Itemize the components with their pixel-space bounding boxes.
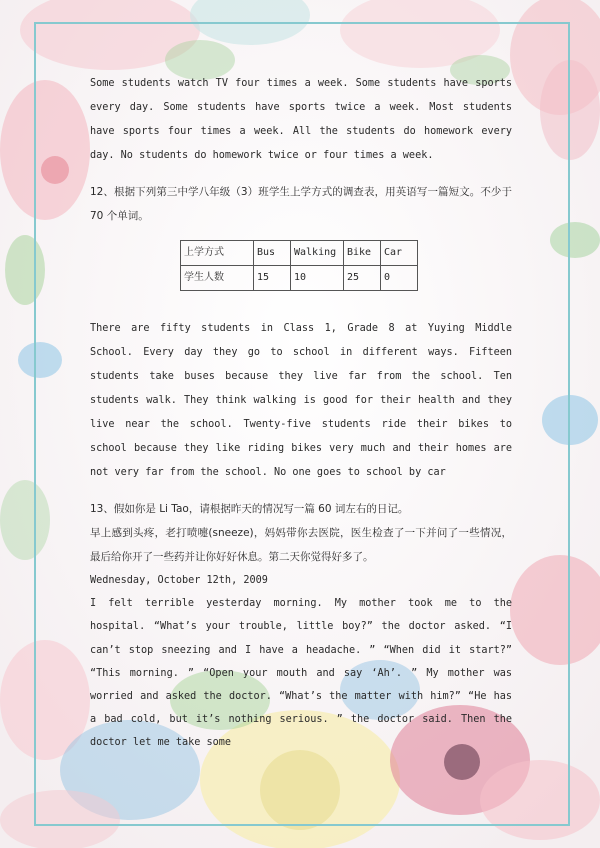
question-12-answer: There are fifty students in Class 1, Grade 8 at Yuying Middle School. Every day they go to school in different ways. Fifteen students take buses because they live far from the school. Ten students walk. They think walking is good for their health and they live near the school. Twenty-five students ride their bikes to school because they like riding bikes very much and their homes are not very far from the school. No one goes to school by car: [90, 323, 512, 478]
diary-entry: [90, 569, 512, 755]
table-cell: Car: [381, 241, 418, 266]
table-cell: 0: [381, 266, 418, 291]
survey-table-row: [181, 266, 418, 291]
question-12-prompt: 12、根据下列第三中学八年级（3）班学生上学方式的调查表，用英语写一篇短文。不少于 70 个单词。: [90, 186, 512, 222]
survey-table: [180, 240, 418, 291]
table-cell: Bike: [344, 241, 381, 266]
question-13-detail: 早上感到头疼，老打喷嚏(sneeze)，妈妈带你去医院，医生检查了一下并问了一些情况，最后给你开了一些药并让你好好休息。第二天你觉得好多了。: [90, 527, 512, 563]
document-body: [90, 72, 512, 755]
table-cell: 学生人数: [181, 266, 254, 291]
diary-text: I felt terrible yesterday morning. My mother took me to the hospital. “What’s your trouble, little boy?” the doctor asked. “I can’t stop sneezing and I have a headache. ” “When did it start?” “This morning. ” “Open your mouth and say ‘Ah’. ” My mother was worried and asked the doctor. “What’s the matter with him?” “He has a bad cold, but it’s nothing serious. ” the doctor said. Then the doctor let me take some: [90, 598, 512, 749]
question-13-prompt: 13、假如你是 Li Tao，请根据昨天的情况写一篇 60 词左右的日记。: [90, 503, 409, 515]
table-cell: 上学方式: [181, 241, 254, 266]
table-cell: 25: [344, 266, 381, 291]
table-cell: Walking: [291, 241, 344, 266]
table-cell: Bus: [254, 241, 291, 266]
table-cell: 10: [291, 266, 344, 291]
diary-date: Wednesday, October 12th, 2009: [90, 575, 268, 586]
table-cell: 15: [254, 266, 291, 291]
intro-paragraph: Some students watch TV four times a week. Some students have sports every day. Some students have sports twice a week. Most students have sports four times a week. All the students do homework every day. No students do homework twice or four times a week.: [90, 78, 512, 161]
survey-table-header-row: [181, 241, 418, 266]
